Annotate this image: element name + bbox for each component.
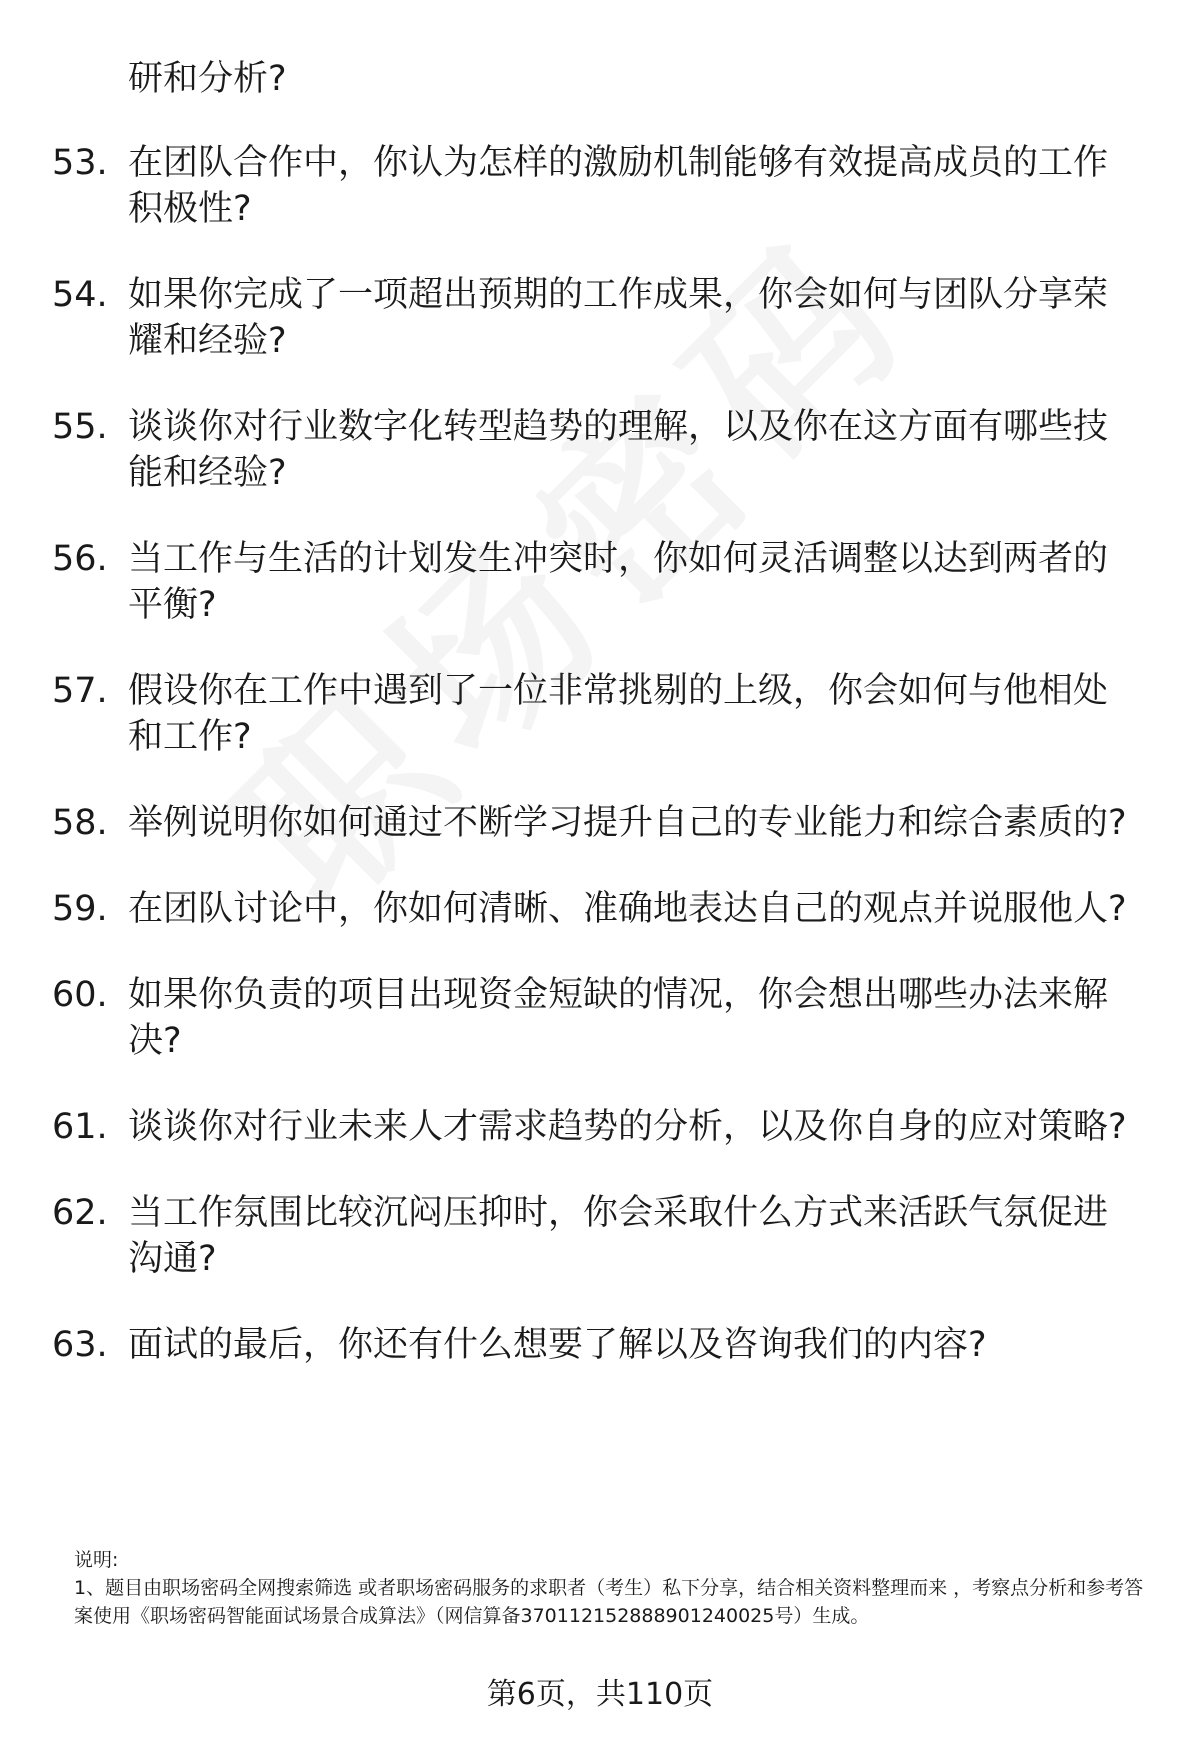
question-number: 54. bbox=[52, 275, 108, 315]
question-text: 如果你负责的项目出现资金短缺的情况，你会想出哪些办法来解决? bbox=[128, 975, 1109, 1061]
page-footer: 第6页，共110页 bbox=[486, 1677, 714, 1712]
question-text: 如果你完成了一项超出预期的工作成果，你会如何与团队分享荣耀和经验? bbox=[128, 275, 1109, 361]
question-number: 62. bbox=[52, 1193, 108, 1233]
question-item bbox=[52, 800, 1152, 846]
question-text: 举例说明你如何通过不断学习提升自己的专业能力和综合素质的? bbox=[128, 803, 1127, 843]
question-text: 当工作与生活的计划发生冲突时，你如何灵活调整以达到两者的平衡? bbox=[128, 539, 1109, 625]
question-item bbox=[52, 140, 1152, 232]
question-number: 57. bbox=[52, 671, 108, 711]
question-item bbox=[52, 1322, 1152, 1368]
question-continuation: 研和分析? bbox=[128, 59, 287, 99]
question-text: 在团队讨论中，你如何清晰、准确地表达自己的观点并说服他人? bbox=[128, 889, 1127, 929]
note-body: 1、题目由职场密码全网搜索筛选 或者职场密码服务的求职者（考生）私下分享，结合相关资料整理而来 ，考察点分析和参考答案使用《职场密码智能面试场景合成算法》（网信算备370112152888901240025号）生成。 bbox=[74, 1577, 1144, 1627]
question-number: 63. bbox=[52, 1325, 108, 1365]
question-text: 假设你在工作中遇到了一位非常挑剔的上级，你会如何与他相处和工作? bbox=[128, 671, 1109, 757]
question-item bbox=[52, 272, 1152, 364]
note-heading: 说明: bbox=[74, 1549, 119, 1571]
question-text: 当工作氛围比较沉闷压抑时，你会采取什么方式来活跃气氛促进沟通? bbox=[128, 1193, 1109, 1279]
question-item bbox=[52, 1104, 1152, 1150]
question-number: 56. bbox=[52, 539, 108, 579]
question-text: 谈谈你对行业数字化转型趋势的理解，以及你在这方面有哪些技能和经验? bbox=[128, 407, 1109, 493]
question-item bbox=[52, 404, 1152, 496]
note-section bbox=[74, 1546, 1154, 1630]
question-item bbox=[52, 972, 1152, 1064]
question-number: 59. bbox=[52, 889, 108, 929]
question-list bbox=[52, 140, 1152, 1408]
question-text: 面试的最后，你还有什么想要了解以及咨询我们的内容? bbox=[128, 1325, 987, 1365]
question-number: 55. bbox=[52, 407, 108, 447]
question-number: 61. bbox=[52, 1107, 108, 1147]
question-item bbox=[52, 1190, 1152, 1282]
question-number: 53. bbox=[52, 143, 108, 183]
question-number: 58. bbox=[52, 803, 108, 843]
question-text: 谈谈你对行业未来人才需求趋势的分析，以及你自身的应对策略? bbox=[128, 1107, 1127, 1147]
question-number: 60. bbox=[52, 975, 108, 1015]
question-item bbox=[52, 886, 1152, 932]
question-text: 在团队合作中，你认为怎样的激励机制能够有效提高成员的工作积极性? bbox=[128, 143, 1109, 229]
question-item bbox=[52, 668, 1152, 760]
question-item bbox=[52, 536, 1152, 628]
